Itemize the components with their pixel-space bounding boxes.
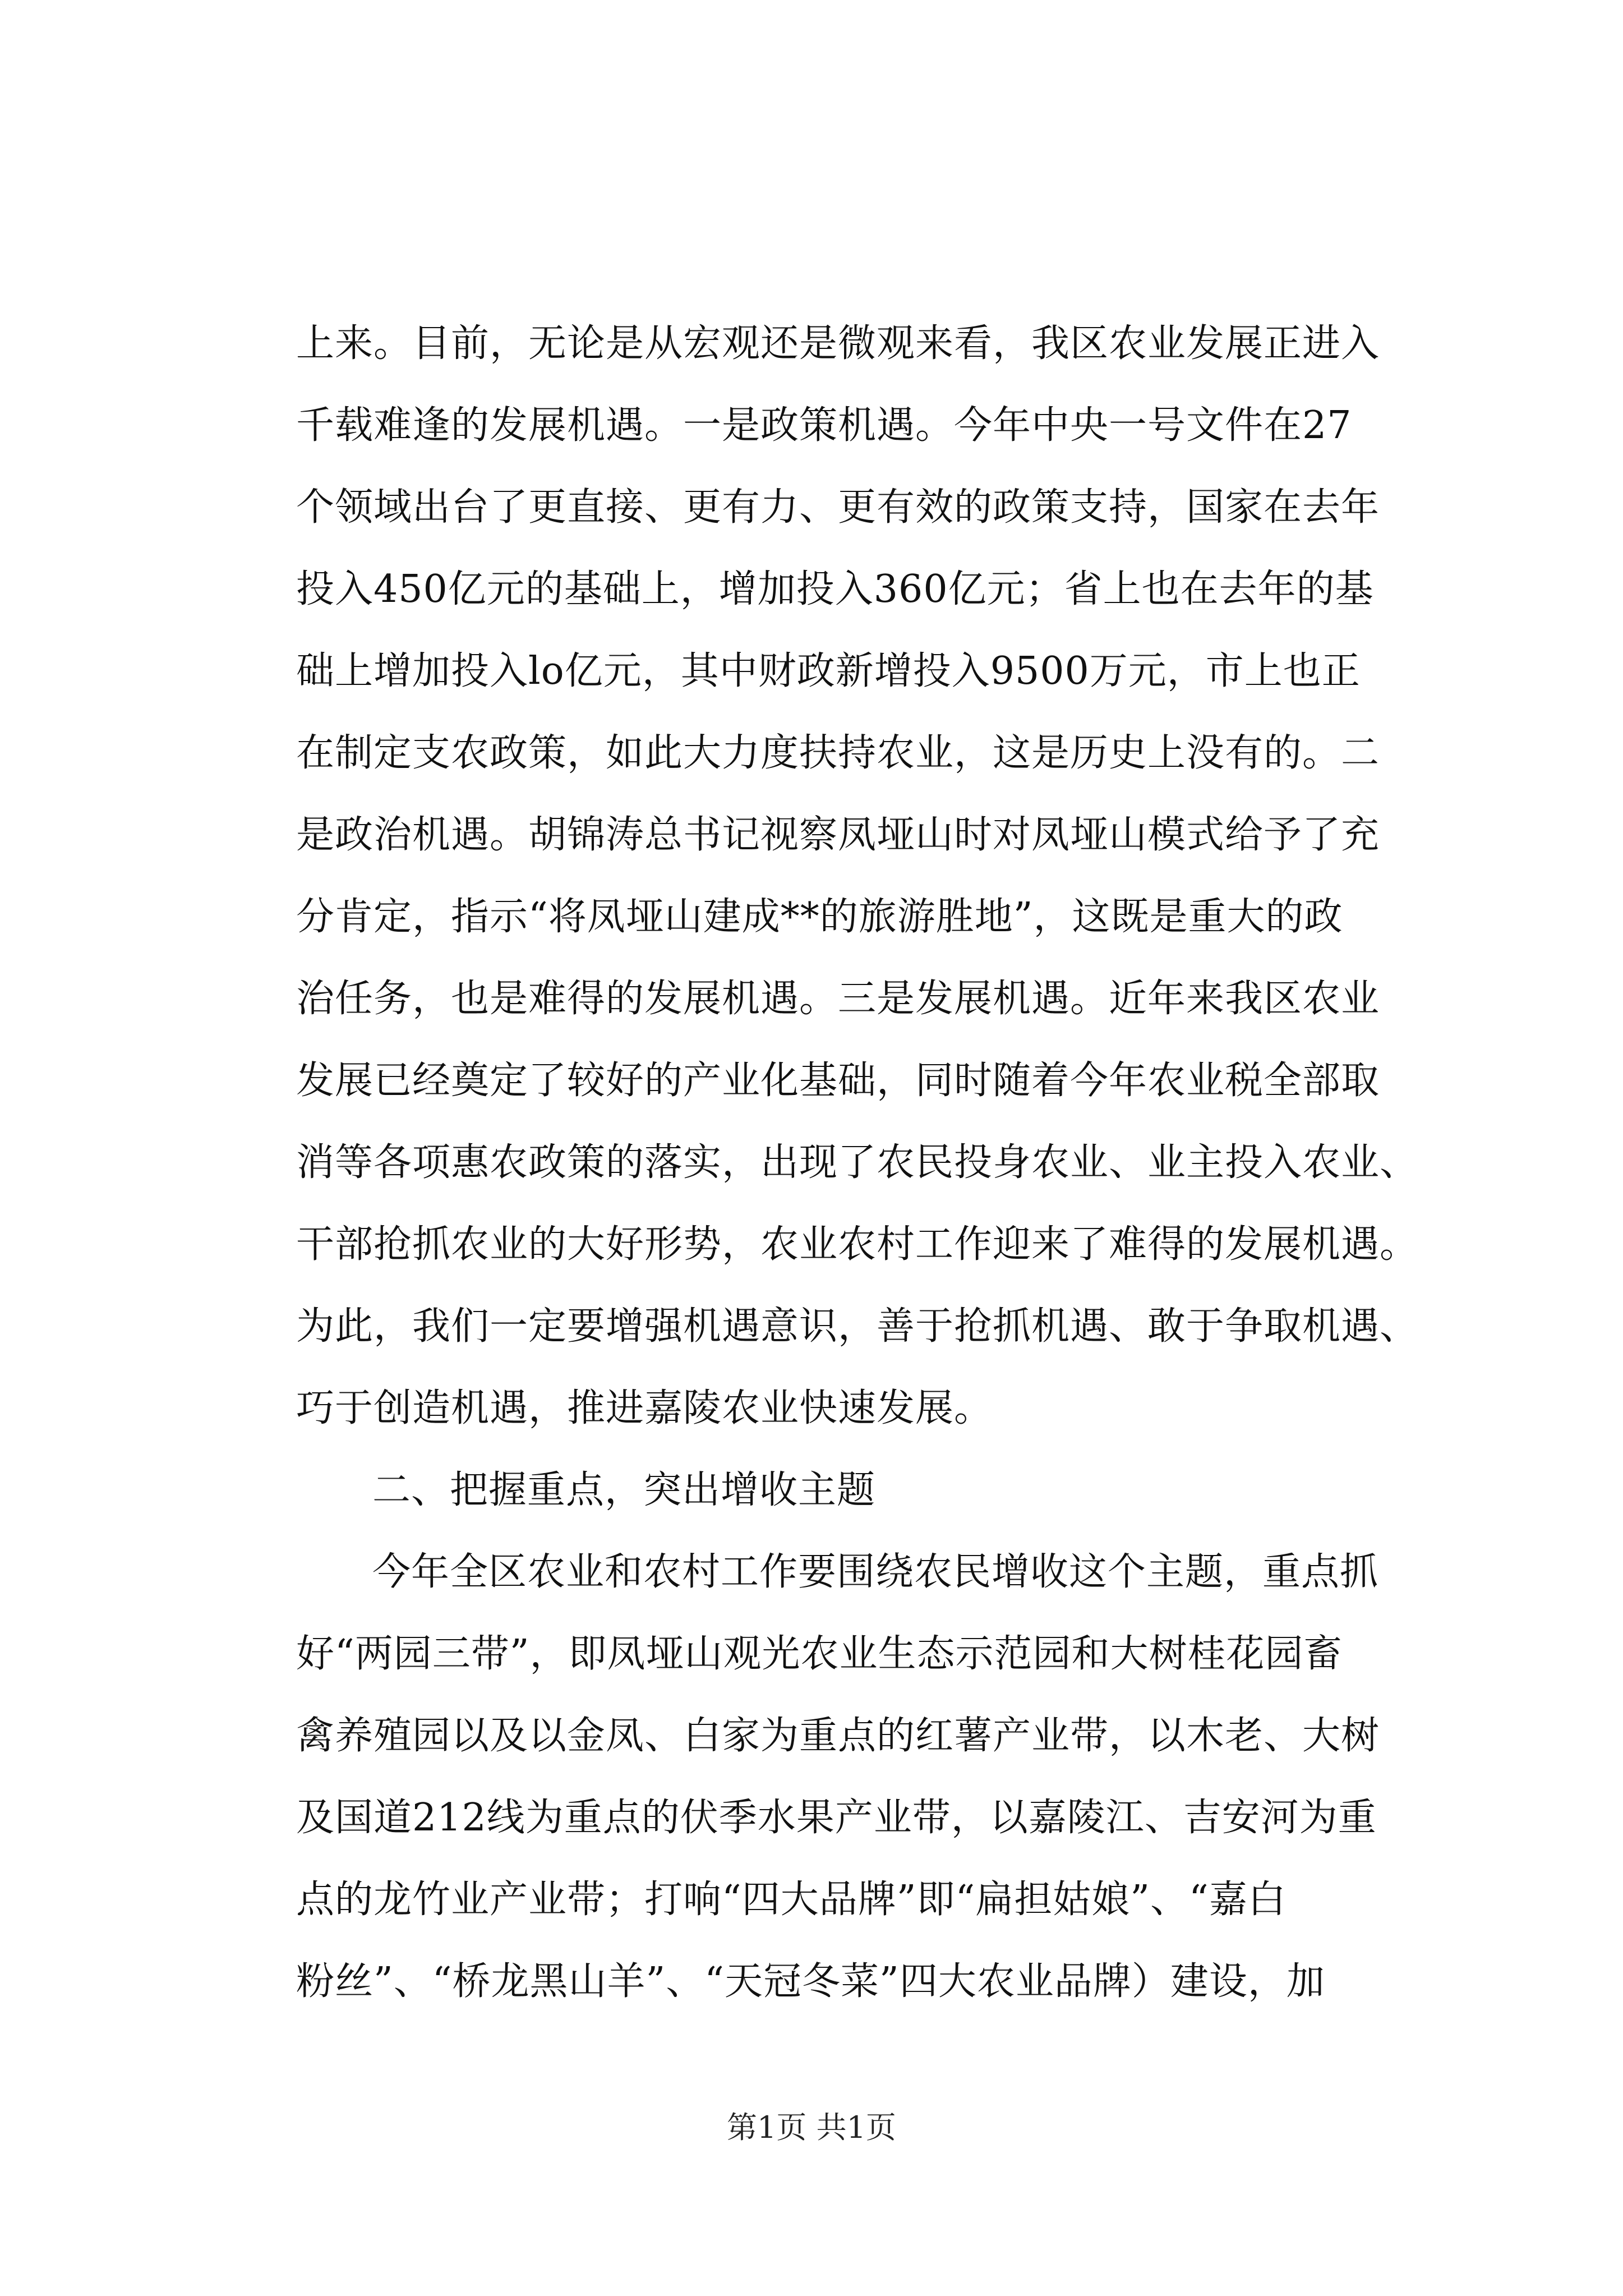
text-line: 发展已经奠定了较好的产业化基础，同时随着今年农业税全部取 — [296, 1059, 1380, 1103]
text-line: 投入450亿元的基础上，增加投入360亿元；省上也在去年的基 — [296, 567, 1374, 611]
text-line: 消等各项惠农政策的落实，出现了农民投身农业、业主投入农业、 — [296, 1140, 1419, 1185]
text-line: 治任务，也是难得的发展机遇。三是发展机遇。近年来我区农业 — [296, 977, 1380, 1021]
text-line: 干部抢抓农业的大好形势，农业农村工作迎来了难得的发展机遇。 — [296, 1222, 1419, 1267]
text-line: 千载难逢的发展机遇。一是政策机遇。今年中央一号文件在27 — [296, 403, 1352, 448]
body-text — [296, 303, 1419, 2023]
text-line: 好“两园三带”，即凤垭山观光农业生态示范园和大树桂花园畜 — [296, 1632, 1343, 1676]
text-line: 点的龙竹业产业带；打响“四大品牌”即“扁担姑娘”、“嘉白 — [296, 1878, 1287, 1922]
text-line: 禽养殖园以及以金凤、白家为重点的红薯产业带，以木老、大树 — [296, 1714, 1380, 1758]
text-line: 础上增加投入lo亿元，其中财政新增投入9500万元，市上也正 — [296, 649, 1361, 693]
text-line: 为此，我们一定要增强机遇意识，善于抢抓机遇、敢于争取机遇、 — [296, 1304, 1419, 1349]
text-line: 分肯定，指示“将凤垭山建成**的旅游胜地”，这既是重大的政 — [296, 895, 1343, 939]
text-line: 巧于创造机遇，推进嘉陵农业快速发展。 — [296, 1386, 993, 1430]
text-line: 及国道212线为重点的伏季水果产业带，以嘉陵江、吉安河为重 — [296, 1796, 1377, 1840]
text-line: 是政治机遇。胡锦涛总书记视察凤垭山时对凤垭山模式给予了充 — [296, 813, 1380, 857]
text-line: 在制定支农政策，如此大力度扶持农业，这是历史上没有的。二 — [296, 731, 1380, 775]
text-line: 个领域出台了更直接、更有力、更有效的政策支持，国家在去年 — [296, 485, 1380, 530]
paragraph-first-line: 今年全区农业和农村工作要围绕农民增收这个主题，重点抓 — [372, 1550, 1379, 1594]
page-footer — [0, 2108, 1623, 2147]
text-line: 上来。目前，无论是从宏观还是微观来看，我区农业发展正进入 — [296, 321, 1380, 366]
text-line: 粉丝”、“桥龙黑山羊”、“天冠冬菜”四大农业品牌）建设，加 — [296, 1959, 1325, 2004]
section-heading: 二、把握重点，突出增收主题 — [372, 1468, 876, 1512]
page-number-label: 第1页 共1页 — [727, 2110, 896, 2145]
